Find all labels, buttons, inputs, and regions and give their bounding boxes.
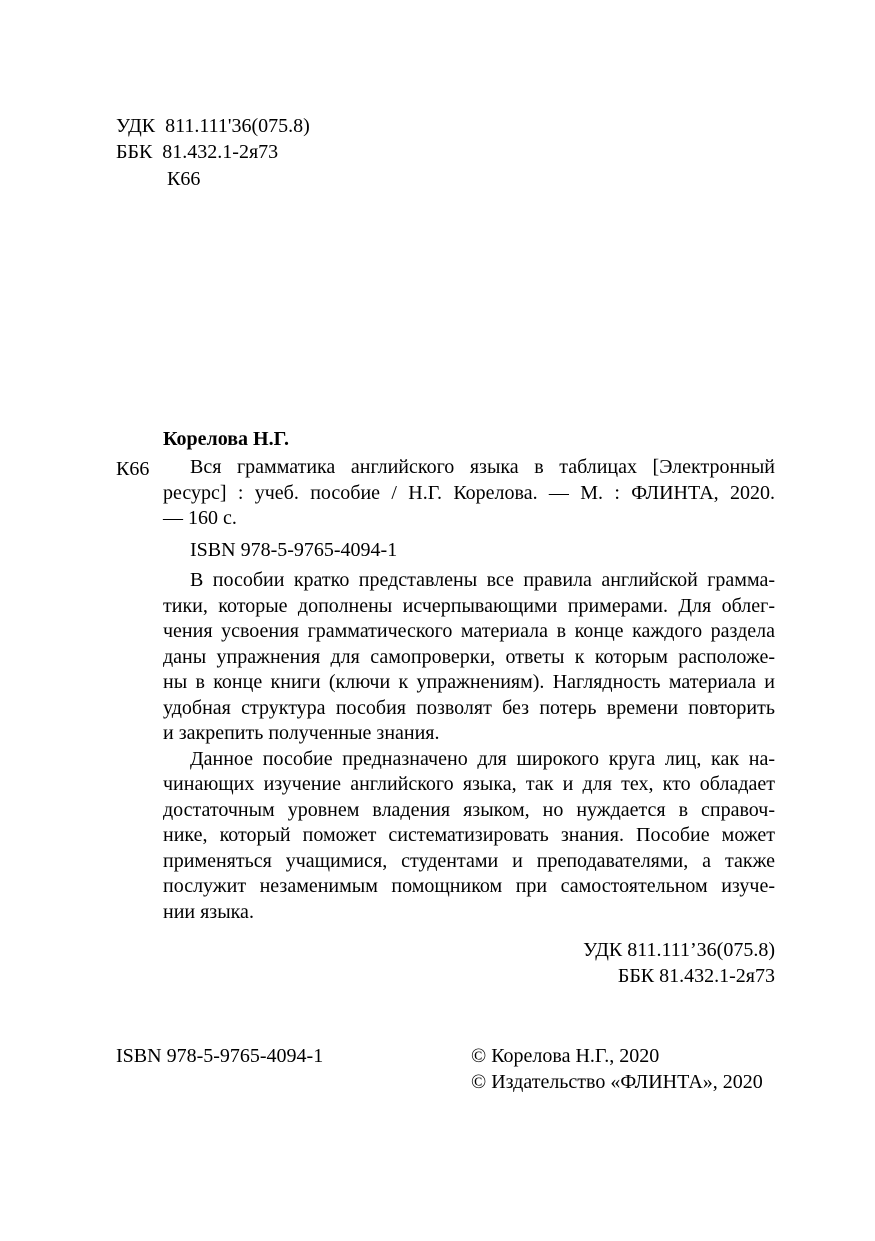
author-name: Корелова Н.Г. — [163, 428, 290, 450]
annotation-line: нии языка. — [163, 900, 254, 923]
bbk-code-top: ББК 81.432.1-2я73 — [116, 141, 279, 163]
annotation-line: удобная структура пособия позволят без потерь времени повторить — [163, 696, 775, 719]
annotation-paragraph — [163, 747, 775, 926]
annotation-line: и закрепить полученные знания. — [163, 722, 440, 744]
biblio-line: Вся грамматика английского языка в таблицах [Электронный — [190, 456, 775, 478]
bbk-code-bottom: ББК 81.432.1-2я73 — [617, 965, 775, 987]
annotation-paragraph — [163, 568, 775, 747]
annotation-line: Данное пособие предназначено для широкого круга лиц, как на- — [190, 747, 775, 770]
author-mark-top: К66 — [167, 168, 201, 190]
annotation-line: послужит незаменимым помощником при самостоятельном изуче- — [163, 875, 775, 897]
author-mark-side: К66 — [116, 458, 150, 480]
copyright-publisher: © Издательство «ФЛИНТА», 2020 — [471, 1071, 763, 1093]
isbn-record: ISBN 978-5-9765-4094-1 — [190, 539, 398, 561]
biblio-line: ресурс] : учеб. пособие / Н.Г. Корелова. — М. : ФЛИНТА, 2020. — [163, 481, 775, 504]
annotation-line: В пособии кратко представлены все правила английской грамма- — [190, 569, 775, 591]
annotation-line: нике, который поможет систематизировать знания. Пособие может — [163, 824, 775, 846]
udk-code-bottom: УДК 811.111’36(075.8) — [583, 939, 775, 961]
annotation — [163, 568, 775, 925]
annotation-line: чения усвоения грамматического материала в конце каждого раздела — [163, 620, 775, 642]
annotation-line: применяться учащимися, студентами и преподавателями, а также — [163, 849, 775, 872]
bibliographic-description — [163, 455, 775, 532]
annotation-line: достаточным уровнем владения языком, но нуждается в справоч- — [163, 798, 775, 821]
annotation-line: чинающих изучение английского языка, так и для тех, кто обладает — [163, 773, 775, 795]
isbn-footer: ISBN 978-5-9765-4094-1 — [116, 1045, 324, 1067]
udk-code-top: УДК 811.111'36(075.8) — [116, 115, 310, 137]
biblio-line: — 160 с. — [163, 507, 237, 529]
annotation-line: тики, которые дополнены исчерпывающими примерами. Для облег- — [163, 594, 775, 617]
annotation-line: даны упражнения для самопроверки, ответы к которым расположе- — [163, 645, 775, 668]
annotation-line: ны в конце книги (ключи к упражнениям). Наглядность материала и — [163, 671, 775, 693]
copyright-author: © Корелова Н.Г., 2020 — [471, 1045, 660, 1067]
